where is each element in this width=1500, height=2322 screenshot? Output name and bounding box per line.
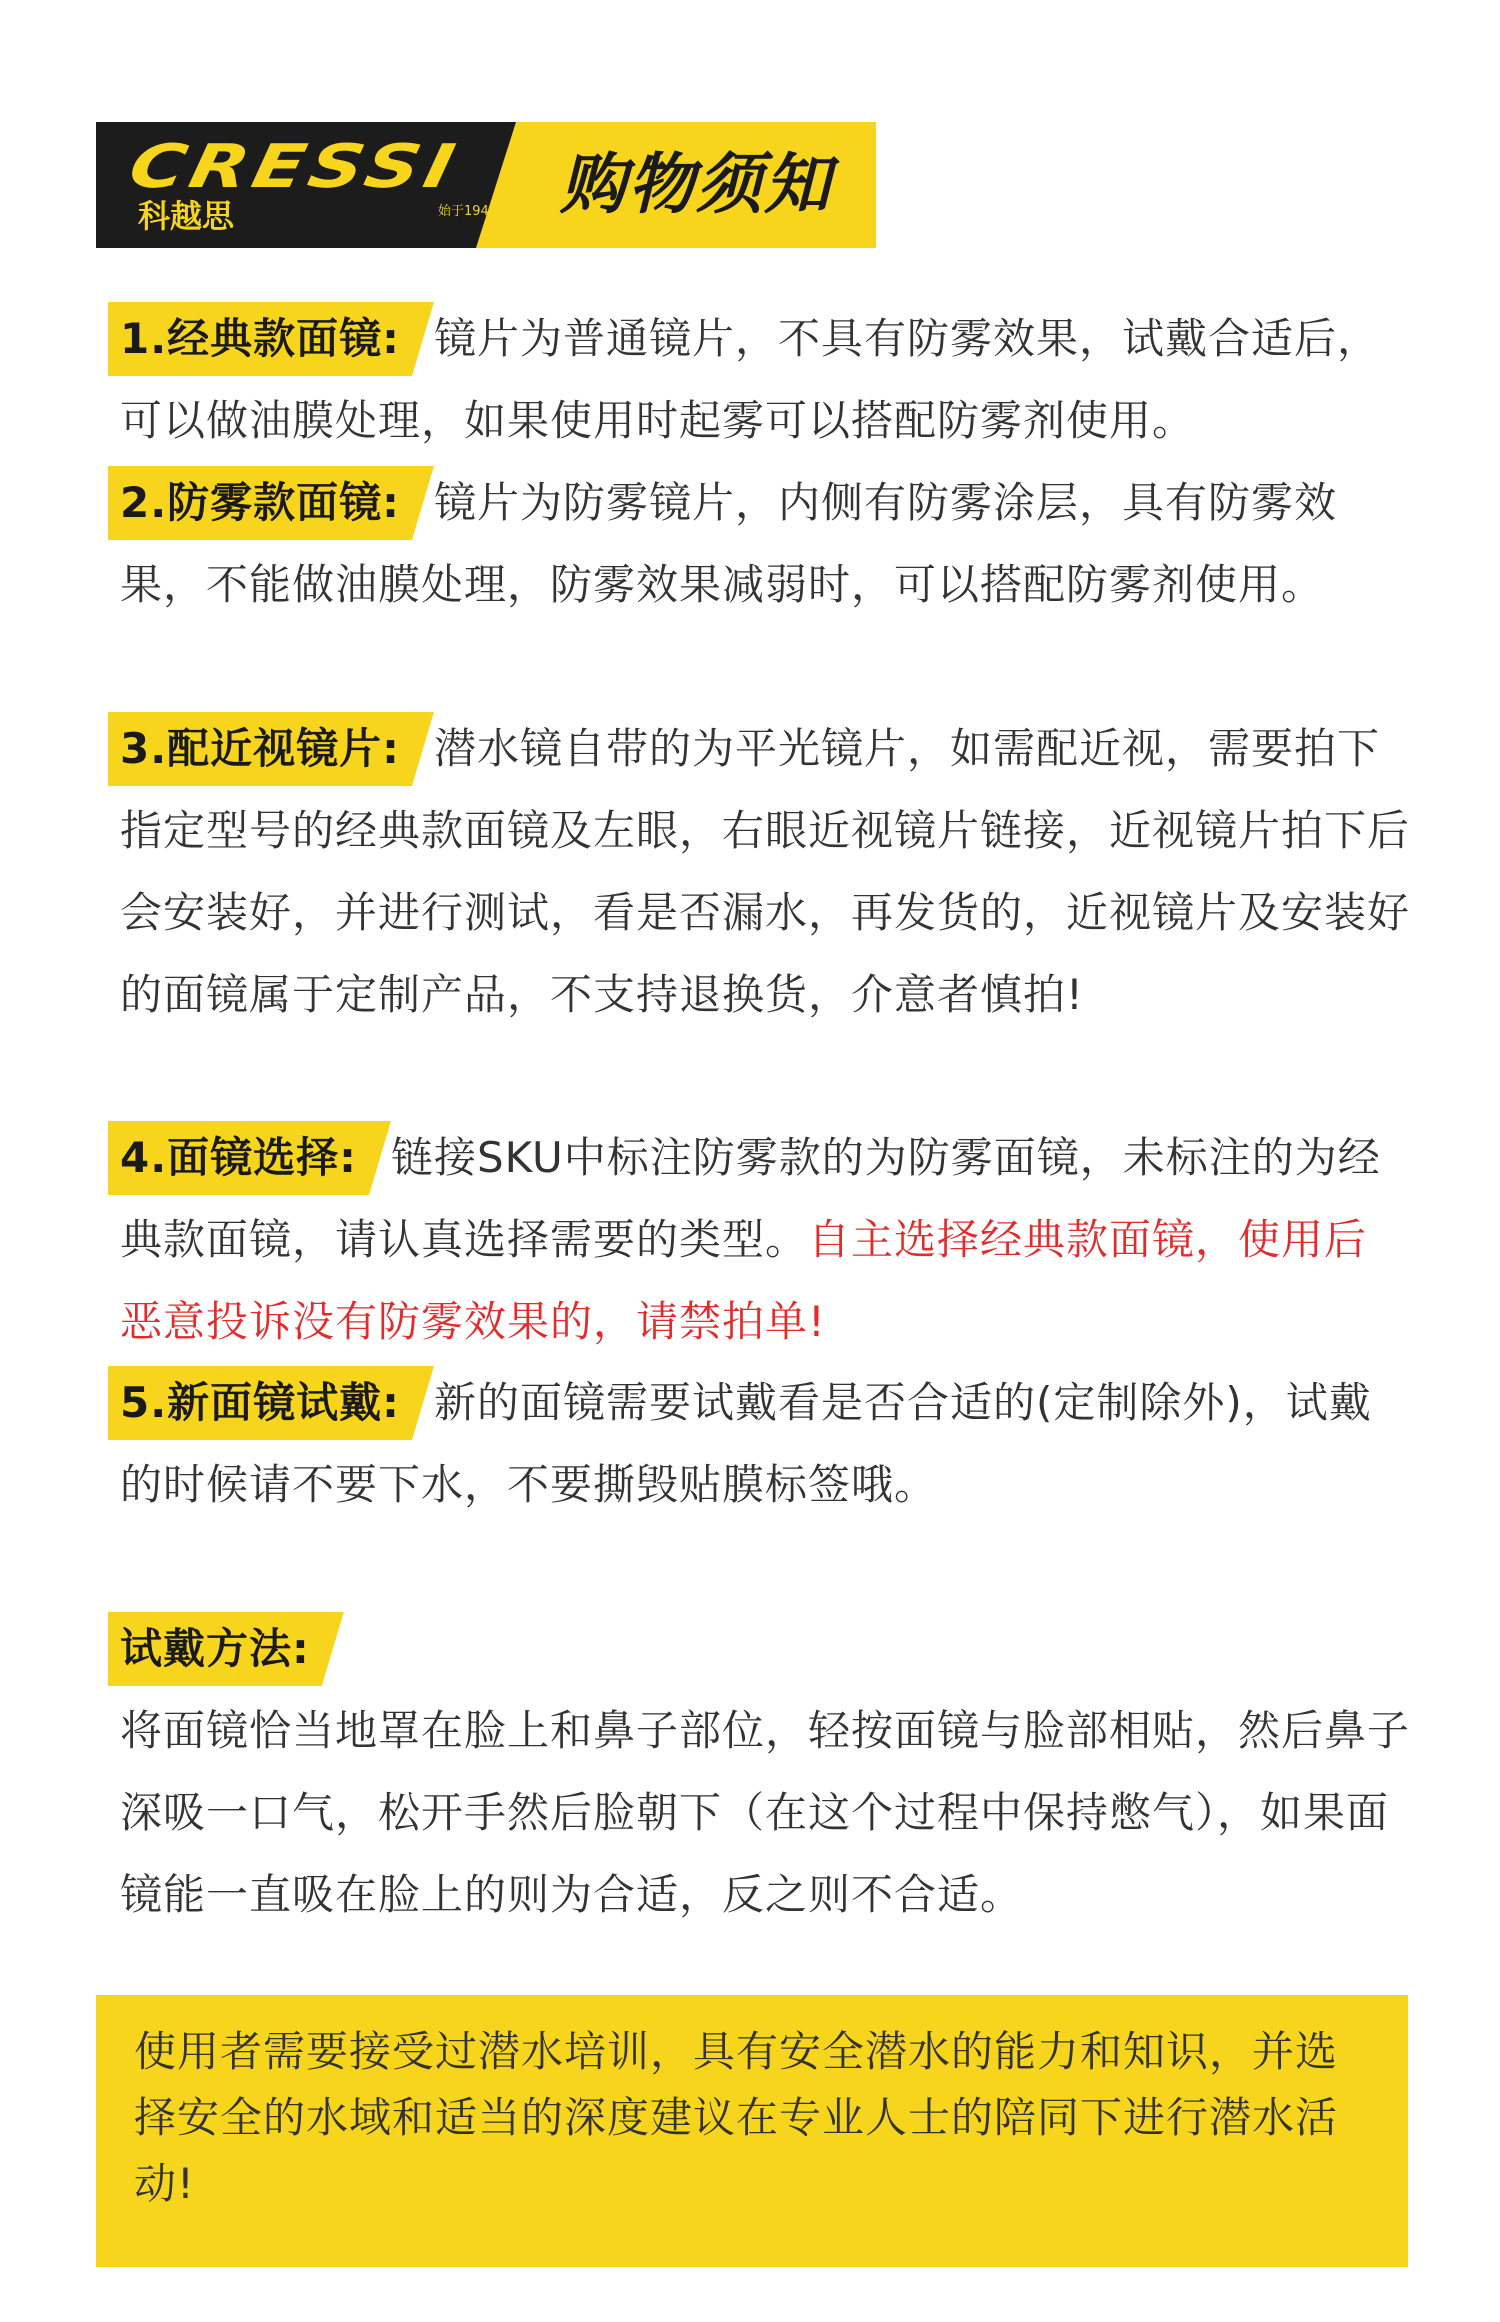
- try-method-label: 试戴方法:: [108, 1608, 344, 1690]
- try-method-section: [120, 1608, 1410, 1936]
- item-antifog-mask: [120, 462, 1410, 626]
- item-label: 1.经典款面镜:: [108, 298, 434, 380]
- item-text: 新的面镜需要试戴看是否合适的(定制除外)，试戴的时候请不要下水，不要撕毁贴膜标签哦。: [120, 1378, 1372, 1509]
- item-mask-selection: [120, 1117, 1410, 1363]
- item-label: 2.防雾款面镜:: [108, 462, 434, 544]
- cressi-logo: [123, 132, 548, 242]
- warning-text: 自主选择经典款面镜，使用后恶意投诉没有防雾效果的，请禁拍单!: [120, 1215, 1368, 1346]
- page-title: 购物须知: [560, 146, 832, 223]
- item-text: 链接SKU中标注防雾款的为防雾面镜，未标注的为经典款面镜，请认真选择需要的类型。: [120, 1133, 1381, 1264]
- item-classic-mask: [120, 298, 1410, 462]
- safety-notice-text: 使用者需要接受过潜水培训，具有安全潜水的能力和知识，并选择安全的水域和适当的深度建议在专业人士的陪同下进行潜水活动!: [134, 2027, 1339, 2208]
- item-text: 镜片为普通镜片，不具有防雾效果，试戴合适后，可以做油膜处理，如果使用时起雾可以搭配防雾剂使用。: [120, 314, 1380, 445]
- item-label: 5.新面镜试戴:: [108, 1362, 434, 1444]
- item-new-mask-trial: [120, 1362, 1410, 1526]
- item-label: 3.配近视镜片:: [108, 708, 434, 790]
- item-myopia-lens: [120, 708, 1410, 1036]
- brand-chinese-name: 科越思: [138, 197, 235, 235]
- item-text: 镜片为防雾镜片，内侧有防雾涂层，具有防雾效果，不能做油膜处理，防雾效果减弱时，可以搭配防雾剂使用。: [120, 478, 1337, 609]
- try-method-text: 将面镜恰当地罩在脸上和鼻子部位，轻按面镜与脸部相贴，然后鼻子深吸一口气，松开手然后脸朝下（在这个过程中保持憋气），如果面镜能一直吸在脸上的则为合适，反之则不合适。: [120, 1706, 1411, 1919]
- brand-since: 始于1946: [438, 204, 498, 219]
- item-label: 4.面镜选择:: [108, 1117, 391, 1199]
- safety-notice: [96, 1995, 1408, 2267]
- brand-name: CRESSI: [123, 132, 466, 202]
- item-text: 潜水镜自带的为平光镜片，如需配近视，需要拍下指定型号的经典款面镜及左眼，右眼近视镜片链接，近视镜片拍下后会安装好，并进行测试，看是否漏水，再发货的，近视镜片及安装好的面镜属于定制产品，不支持退换货，介意者慎拍!: [120, 724, 1411, 1019]
- header-banner: [96, 122, 876, 248]
